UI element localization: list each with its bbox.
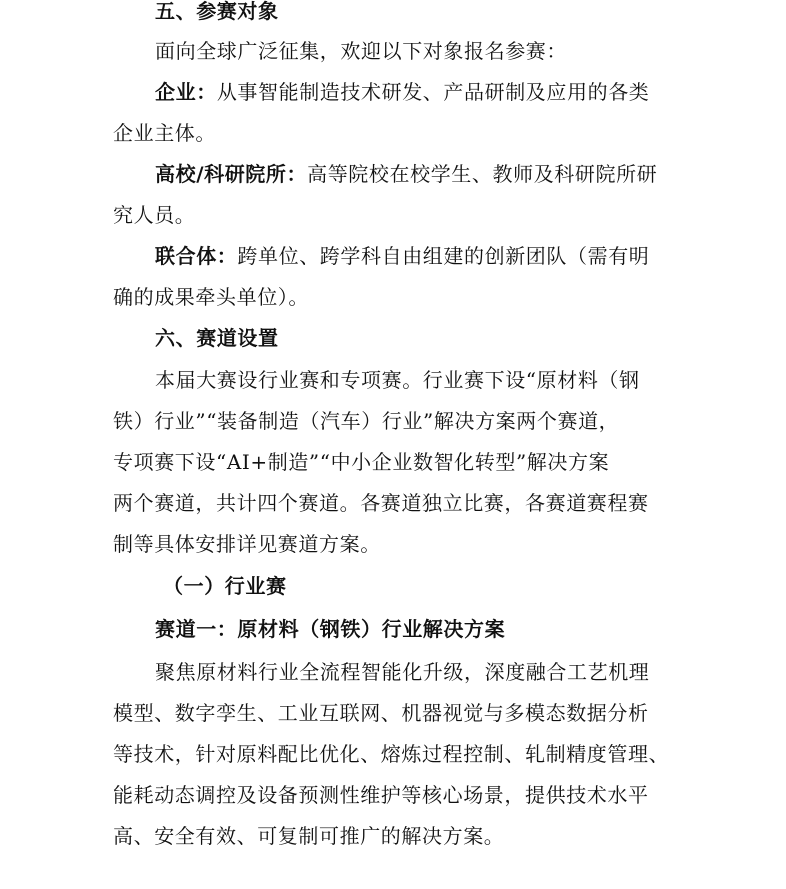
paragraph-line: 聚焦原材料行业全流程智能化升级，深度融合工艺机理 <box>155 660 650 684</box>
consortium-label: 联合体： <box>155 244 238 268</box>
enterprise-paragraph <box>155 78 649 106</box>
university-label: 高校/科研院所： <box>155 162 308 186</box>
university-paragraph <box>155 160 657 188</box>
paragraph-line: 能耗动态调控及设备预测性维护等核心场景，提供技术水平 <box>113 783 649 807</box>
consortium-paragraph <box>155 242 649 270</box>
paragraph-line: 制等具体安排详见赛道方案。 <box>113 532 381 556</box>
consortium-text: 跨单位、跨学科自由组建的创新团队（需有明 <box>237 244 650 268</box>
paragraph-line: 等技术，针对原料配比优化、熔炼过程控制、轧制精度管理、 <box>113 742 670 766</box>
paragraph-line: 本届大赛设行业赛和专项赛。行业赛下设“原材料（钢 <box>155 368 640 392</box>
university-text: 高等院校在校学生、教师及科研院所研 <box>307 162 658 186</box>
paragraph-line: 专项赛下设“AI+制造”“中小企业数智化转型”解决方案 <box>113 450 610 474</box>
enterprise-text: 从事智能制造技术研发、产品研制及应用的各类 <box>216 80 650 104</box>
paragraph-line: 模型、数字孪生、工业互联网、机器视觉与多模态数据分析 <box>113 701 649 725</box>
paragraph-line: 确的成果牵头单位）。 <box>113 285 309 309</box>
subsection-heading-industry: （一）行业赛 <box>163 574 287 598</box>
paragraph-line: 高、安全有效、可复制可推广的解决方案。 <box>113 824 505 848</box>
paragraph-line: 究人员。 <box>113 203 196 227</box>
paragraph-line: 面向全球广泛征集，欢迎以下对象报名参赛： <box>155 39 567 63</box>
paragraph-line: 两个赛道，共计四个赛道。各赛道独立比赛，各赛道赛程赛 <box>113 491 649 515</box>
section-heading-participants: 五、参赛对象 <box>155 0 279 23</box>
paragraph-line: 铁）行业”“装备制造（汽车）行业”解决方案两个赛道， <box>113 409 620 433</box>
enterprise-label: 企业： <box>155 80 217 104</box>
section-heading-tracks: 六、赛道设置 <box>155 326 279 350</box>
paragraph-line: 企业主体。 <box>113 121 216 145</box>
track1-title: 赛道一：原材料（钢铁）行业解决方案 <box>155 617 506 641</box>
